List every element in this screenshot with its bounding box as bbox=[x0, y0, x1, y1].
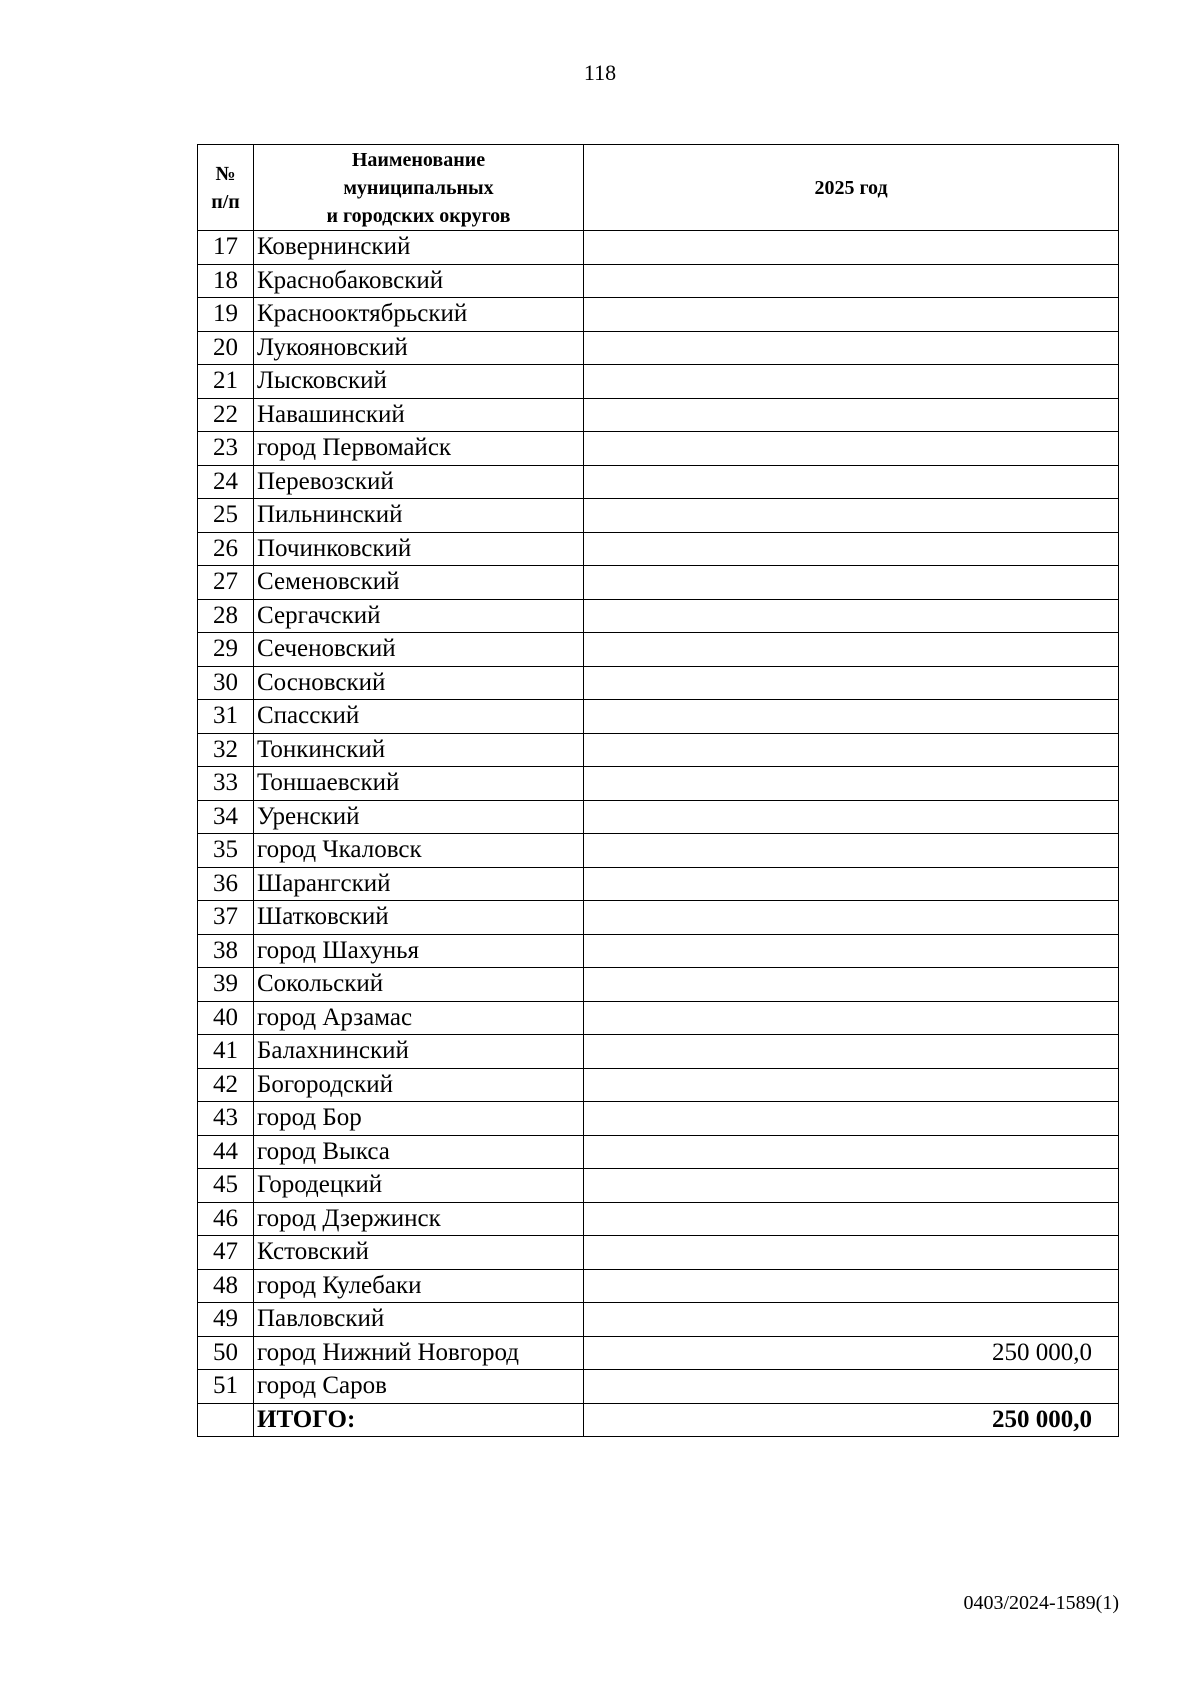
table-row bbox=[198, 331, 1119, 365]
amount-2025 bbox=[584, 398, 1119, 432]
table-row bbox=[198, 566, 1119, 600]
row-number: 51 bbox=[198, 1370, 254, 1404]
row-number: 34 bbox=[198, 800, 254, 834]
amount-2025 bbox=[584, 264, 1119, 298]
district-name: Сосновский bbox=[254, 666, 584, 700]
allocation-table bbox=[197, 144, 1119, 1437]
table-row bbox=[198, 1269, 1119, 1303]
table-row bbox=[198, 432, 1119, 466]
amount-2025 bbox=[584, 1269, 1119, 1303]
district-name: Кстовский bbox=[254, 1236, 584, 1270]
row-number: 22 bbox=[198, 398, 254, 432]
row-number: 48 bbox=[198, 1269, 254, 1303]
table-row bbox=[198, 1303, 1119, 1337]
district-name: город Выкса bbox=[254, 1135, 584, 1169]
table-body bbox=[198, 231, 1119, 1437]
row-number: 50 bbox=[198, 1336, 254, 1370]
amount-2025 bbox=[584, 1068, 1119, 1102]
amount-2025 bbox=[584, 767, 1119, 801]
table-header-row bbox=[198, 145, 1119, 231]
district-name: город Бор bbox=[254, 1102, 584, 1136]
table-row bbox=[198, 398, 1119, 432]
row-number: 44 bbox=[198, 1135, 254, 1169]
row-number: 29 bbox=[198, 633, 254, 667]
row-number: 49 bbox=[198, 1303, 254, 1337]
amount-2025 bbox=[584, 432, 1119, 466]
row-number: 32 bbox=[198, 733, 254, 767]
amount-2025 bbox=[584, 1236, 1119, 1270]
table-row bbox=[198, 934, 1119, 968]
row-number: 23 bbox=[198, 432, 254, 466]
district-name: город Кулебаки bbox=[254, 1269, 584, 1303]
amount-2025 bbox=[584, 800, 1119, 834]
district-name: город Дзержинск bbox=[254, 1202, 584, 1236]
amount-2025 bbox=[584, 968, 1119, 1002]
amount-2025 bbox=[584, 1001, 1119, 1035]
row-number: 33 bbox=[198, 767, 254, 801]
table-row bbox=[198, 733, 1119, 767]
table-row bbox=[198, 465, 1119, 499]
row-number: 41 bbox=[198, 1035, 254, 1069]
table-row bbox=[198, 1202, 1119, 1236]
table-row bbox=[198, 1035, 1119, 1069]
table-row bbox=[198, 499, 1119, 533]
row-number: 35 bbox=[198, 834, 254, 868]
row-number: 37 bbox=[198, 901, 254, 935]
district-name: город Чкаловск bbox=[254, 834, 584, 868]
row-number: 45 bbox=[198, 1169, 254, 1203]
table-row bbox=[198, 666, 1119, 700]
amount-2025 bbox=[584, 499, 1119, 533]
row-number: 17 bbox=[198, 231, 254, 265]
document-code: 0403/2024-1589(1) bbox=[963, 1592, 1119, 1614]
district-name: Шарангский bbox=[254, 867, 584, 901]
district-name: Починковский bbox=[254, 532, 584, 566]
district-name: Семеновский bbox=[254, 566, 584, 600]
district-name: город Нижний Новгород bbox=[254, 1336, 584, 1370]
district-name: Краснооктябрьский bbox=[254, 298, 584, 332]
row-number: 24 bbox=[198, 465, 254, 499]
table-row bbox=[198, 532, 1119, 566]
row-number: 30 bbox=[198, 666, 254, 700]
header-number bbox=[198, 145, 254, 231]
district-name: Краснобаковский bbox=[254, 264, 584, 298]
table-row bbox=[198, 231, 1119, 265]
table-row bbox=[198, 1336, 1119, 1370]
district-name: Сеченовский bbox=[254, 633, 584, 667]
table-row bbox=[198, 901, 1119, 935]
row-number: 25 bbox=[198, 499, 254, 533]
row-number: 38 bbox=[198, 934, 254, 968]
table-row bbox=[198, 264, 1119, 298]
row-number: 21 bbox=[198, 365, 254, 399]
amount-2025 bbox=[584, 867, 1119, 901]
amount-2025 bbox=[584, 1169, 1119, 1203]
district-name: Сергачский bbox=[254, 599, 584, 633]
header-number-line-1: № bbox=[215, 162, 236, 185]
total-value: 250 000,0 bbox=[584, 1403, 1119, 1437]
table-row bbox=[198, 968, 1119, 1002]
amount-2025 bbox=[584, 633, 1119, 667]
district-name: Уренский bbox=[254, 800, 584, 834]
row-number: 28 bbox=[198, 599, 254, 633]
amount-2025 bbox=[584, 465, 1119, 499]
table-row bbox=[198, 1135, 1119, 1169]
amount-2025 bbox=[584, 298, 1119, 332]
district-name: Ковернинский bbox=[254, 231, 584, 265]
district-name: Городецкий bbox=[254, 1169, 584, 1203]
table-row bbox=[198, 599, 1119, 633]
amount-2025 bbox=[584, 700, 1119, 734]
table-row bbox=[198, 834, 1119, 868]
row-number: 18 bbox=[198, 264, 254, 298]
table-row bbox=[198, 633, 1119, 667]
header-name bbox=[254, 145, 584, 231]
header-name-line-2: муниципальных bbox=[343, 176, 494, 199]
table-row bbox=[198, 298, 1119, 332]
row-number: 46 bbox=[198, 1202, 254, 1236]
amount-2025 bbox=[584, 733, 1119, 767]
row-number: 40 bbox=[198, 1001, 254, 1035]
row-number: 26 bbox=[198, 532, 254, 566]
amount-2025 bbox=[584, 934, 1119, 968]
district-name: Пильнинский bbox=[254, 499, 584, 533]
district-name: город Шахунья bbox=[254, 934, 584, 968]
district-name: Лысковский bbox=[254, 365, 584, 399]
row-number: 19 bbox=[198, 298, 254, 332]
row-number: 43 bbox=[198, 1102, 254, 1136]
table-row bbox=[198, 1169, 1119, 1203]
district-name: город Первомайск bbox=[254, 432, 584, 466]
amount-2025 bbox=[584, 1035, 1119, 1069]
table-row bbox=[198, 867, 1119, 901]
district-name: Шатковский bbox=[254, 901, 584, 935]
district-name: Лукояновский bbox=[254, 331, 584, 365]
district-name: город Саров bbox=[254, 1370, 584, 1404]
table-row bbox=[198, 700, 1119, 734]
header-name-line-1: Наименование bbox=[351, 148, 486, 171]
amount-2025: 250 000,0 bbox=[584, 1336, 1119, 1370]
district-name: Тонкинский bbox=[254, 733, 584, 767]
row-number: 36 bbox=[198, 867, 254, 901]
district-name: Навашинский bbox=[254, 398, 584, 432]
header-year: 2025 год bbox=[584, 145, 1119, 231]
amount-2025 bbox=[584, 1303, 1119, 1337]
header-number-line-2: п/п bbox=[211, 190, 240, 213]
amount-2025 bbox=[584, 599, 1119, 633]
amount-2025 bbox=[584, 666, 1119, 700]
table-row bbox=[198, 1370, 1119, 1404]
table-row bbox=[198, 1102, 1119, 1136]
amount-2025 bbox=[584, 331, 1119, 365]
total-label: ИТОГО: bbox=[254, 1403, 584, 1437]
amount-2025 bbox=[584, 1102, 1119, 1136]
row-number: 20 bbox=[198, 331, 254, 365]
amount-2025 bbox=[584, 834, 1119, 868]
district-name: Павловский bbox=[254, 1303, 584, 1337]
district-name: Спасский bbox=[254, 700, 584, 734]
header-name-line-3: и городских округов bbox=[326, 204, 511, 227]
table-row bbox=[198, 767, 1119, 801]
district-name: Балахнинский bbox=[254, 1035, 584, 1069]
row-number: 42 bbox=[198, 1068, 254, 1102]
district-name: Перевозский bbox=[254, 465, 584, 499]
table-row bbox=[198, 365, 1119, 399]
district-name: Богородский bbox=[254, 1068, 584, 1102]
row-number: 27 bbox=[198, 566, 254, 600]
page-number: 118 bbox=[583, 60, 617, 85]
amount-2025 bbox=[584, 1370, 1119, 1404]
amount-2025 bbox=[584, 901, 1119, 935]
amount-2025 bbox=[584, 365, 1119, 399]
table-row bbox=[198, 800, 1119, 834]
row-number: 47 bbox=[198, 1236, 254, 1270]
table-row bbox=[198, 1068, 1119, 1102]
district-name: Сокольский bbox=[254, 968, 584, 1002]
row-number: 39 bbox=[198, 968, 254, 1002]
total-row bbox=[198, 1403, 1119, 1437]
table-row bbox=[198, 1236, 1119, 1270]
row-number: 31 bbox=[198, 700, 254, 734]
district-name: город Арзамас bbox=[254, 1001, 584, 1035]
amount-2025 bbox=[584, 231, 1119, 265]
amount-2025 bbox=[584, 1202, 1119, 1236]
table-row bbox=[198, 1001, 1119, 1035]
district-name: Тоншаевский bbox=[254, 767, 584, 801]
total-number-empty bbox=[198, 1403, 254, 1437]
amount-2025 bbox=[584, 532, 1119, 566]
amount-2025 bbox=[584, 1135, 1119, 1169]
amount-2025 bbox=[584, 566, 1119, 600]
